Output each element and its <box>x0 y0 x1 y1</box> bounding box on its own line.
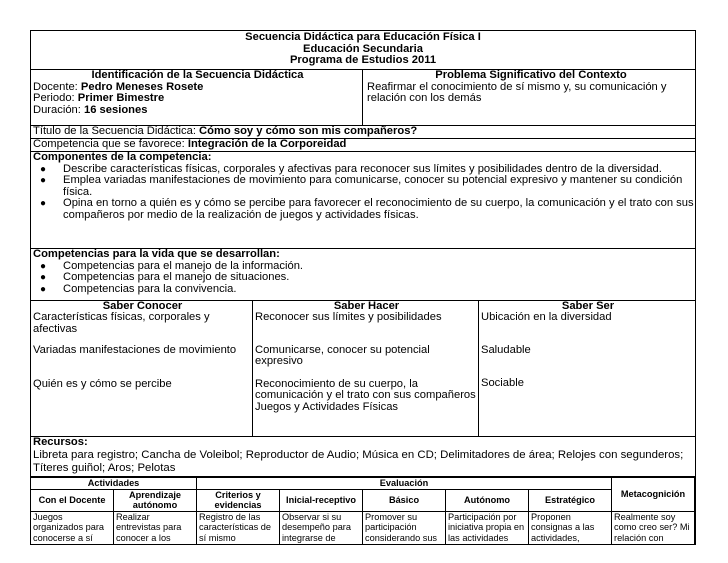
evaluacion-header: Evaluación <box>197 478 612 490</box>
basico-cell: Promover su participación considerando sus <box>363 511 446 544</box>
header-title: Secuencia Didáctica para Educación Física I <box>245 31 481 43</box>
problem-block <box>363 70 695 125</box>
docente-value: Pedro Meneses Rosete <box>80 80 204 93</box>
saber-conocer-item: Variadas manifestaciones de movimiento <box>33 344 237 357</box>
saberes-section <box>31 301 695 437</box>
criterios-col-header: Criterios y evidencias <box>197 489 280 511</box>
identification-block <box>31 70 363 125</box>
bullet-icon: ● <box>40 175 47 187</box>
duracion-value: 16 sesiones <box>84 103 148 116</box>
evaluation-table <box>30 477 695 545</box>
titulo-label: Título de la Secuencia Didáctica: <box>33 125 196 137</box>
saber-ser-column <box>479 301 695 436</box>
document-header <box>31 31 695 70</box>
componente-text: Emplea variadas manifestaciones de movimiento para comunicarse, conocer su potencial expresivo y mantener su condición física. <box>63 174 683 198</box>
recursos-title: Recursos: <box>33 436 88 448</box>
aprendizaje-cell: Realizar entrevistas para conocer a los <box>114 511 197 544</box>
saber-ser-title: Saber Ser <box>561 300 615 312</box>
componente-item <box>33 198 695 221</box>
competencia-vida-item <box>33 284 695 296</box>
header-program: Programa de Estudios 2011 <box>289 54 437 67</box>
metacognicion-header: Metacognición <box>612 478 695 512</box>
titulo-value: Cómo soy y cómo son mis compañeros? <box>199 125 418 137</box>
competencia-vida-text: Competencias para el manejo de situaciones. <box>63 271 290 284</box>
componente-text: Opina en torno a quién es y cómo se percibe para favorecer el reconocimiento de su cuerpo, la comunicación y el trato con sus compañeros por medio de la realización de juegos y actividades físicas. <box>63 197 694 221</box>
bullet-icon: ● <box>40 260 47 272</box>
saber-conocer-title: Saber Conocer <box>102 300 183 312</box>
componente-text: Describe características físicas, corporales y afectivas para reconocer sus límites y posibilidades dentro de la diversidad. <box>63 162 662 175</box>
competencia-vida-text: Competencias para el manejo de la información. <box>63 259 304 272</box>
problem-title: Problema Significativo del Contexto <box>435 69 627 81</box>
identification-section <box>31 70 695 126</box>
actividades-header: Actividades <box>31 478 197 490</box>
evaluation-columns-row <box>31 489 695 511</box>
saber-hacer-title: Saber Hacer <box>333 300 400 312</box>
criterios-cell: Registro de las características de sí mismo <box>197 511 280 544</box>
recursos-section <box>31 437 695 477</box>
saber-hacer-column <box>253 301 479 436</box>
metacognicion-cell: Realmente soy como creo ser? Mi relación con <box>612 511 695 544</box>
competencia-label: Competencia que se favorece: <box>33 138 185 150</box>
componente-item <box>33 175 695 198</box>
recursos-text: Libreta para registro; Cancha de Voleibol; Reproductor de Audio; Música en CD; Delimitadores de área; Relojes con segunderos; Títeres guiñol; Aros; Pelotas <box>33 448 684 474</box>
evaluation-data-row <box>31 511 695 544</box>
saber-hacer-item: Juegos y Actividades Físicas <box>255 400 399 413</box>
header-level: Educación Secundaria <box>303 42 423 55</box>
autonomo-col-header: Autónomo <box>446 489 529 511</box>
saber-conocer-column <box>31 301 253 436</box>
saber-conocer-item: Quién es y cómo se percibe <box>33 377 172 390</box>
saber-hacer-item: Comunicarse, conocer su potencial expresivo <box>255 343 430 368</box>
competencia-vida-text: Competencias para la convivencia. <box>63 282 237 295</box>
periodo-value: Primer Bimestre <box>77 92 165 105</box>
componentes-title: Componentes de la competencia: <box>33 151 212 163</box>
duracion-label: Duración: <box>33 103 81 116</box>
saber-conocer-item: Características físicas, corporales y afectivas <box>33 311 210 335</box>
bullet-icon: ● <box>40 283 47 295</box>
estrategico-col-header: Estratégico <box>529 489 612 511</box>
identification-title: Identificación de la Secuencia Didáctica <box>91 69 304 81</box>
saber-ser-item: Saludable <box>481 343 531 356</box>
problem-text: Reafirmar el conocimiento de sí mismo y, su comunicación y relación con los demás <box>367 80 667 105</box>
bullet-icon: ● <box>40 163 47 175</box>
estrategico-cell: Proponen consignas a las actividades, <box>529 511 612 544</box>
saber-ser-item: Sociable <box>481 377 524 390</box>
aprendizaje-col-header: Aprendizaje autónomo <box>114 489 197 511</box>
inicial-cell: Observar si su desempeño para integrarse de <box>280 511 363 544</box>
inicial-col-header: Inicial-receptivo <box>280 489 363 511</box>
docente-label: Docente: <box>33 80 78 93</box>
bullet-icon: ● <box>40 198 47 210</box>
sequence-document <box>30 30 696 545</box>
saber-hacer-item: Reconocimiento de su cuerpo, la comunicación y el trato con sus compañeros <box>255 377 476 402</box>
docente-col-header: Con el Docente <box>31 489 114 511</box>
bullet-icon: ● <box>40 272 47 284</box>
autonomo-cell: Participación por iniciativa propia en las actividades <box>446 511 529 544</box>
competencias-vida-title: Competencias para la vida que se desarrollan: <box>33 248 280 260</box>
periodo-label: Periodo: <box>33 92 75 105</box>
saber-hacer-item: Reconocer sus límites y posibilidades <box>255 311 442 323</box>
basico-col-header: Básico <box>363 489 446 511</box>
docente-cell: Juegos organizados para conocerse a sí <box>31 511 114 544</box>
saber-ser-item: Ubicación en la diversidad <box>481 311 612 323</box>
duracion-line <box>33 105 362 117</box>
componentes-section <box>31 152 695 249</box>
evaluation-header-row <box>31 478 695 490</box>
competencia-value: Integración de la Corporeidad <box>187 138 347 150</box>
competencias-vida-section <box>31 249 695 301</box>
